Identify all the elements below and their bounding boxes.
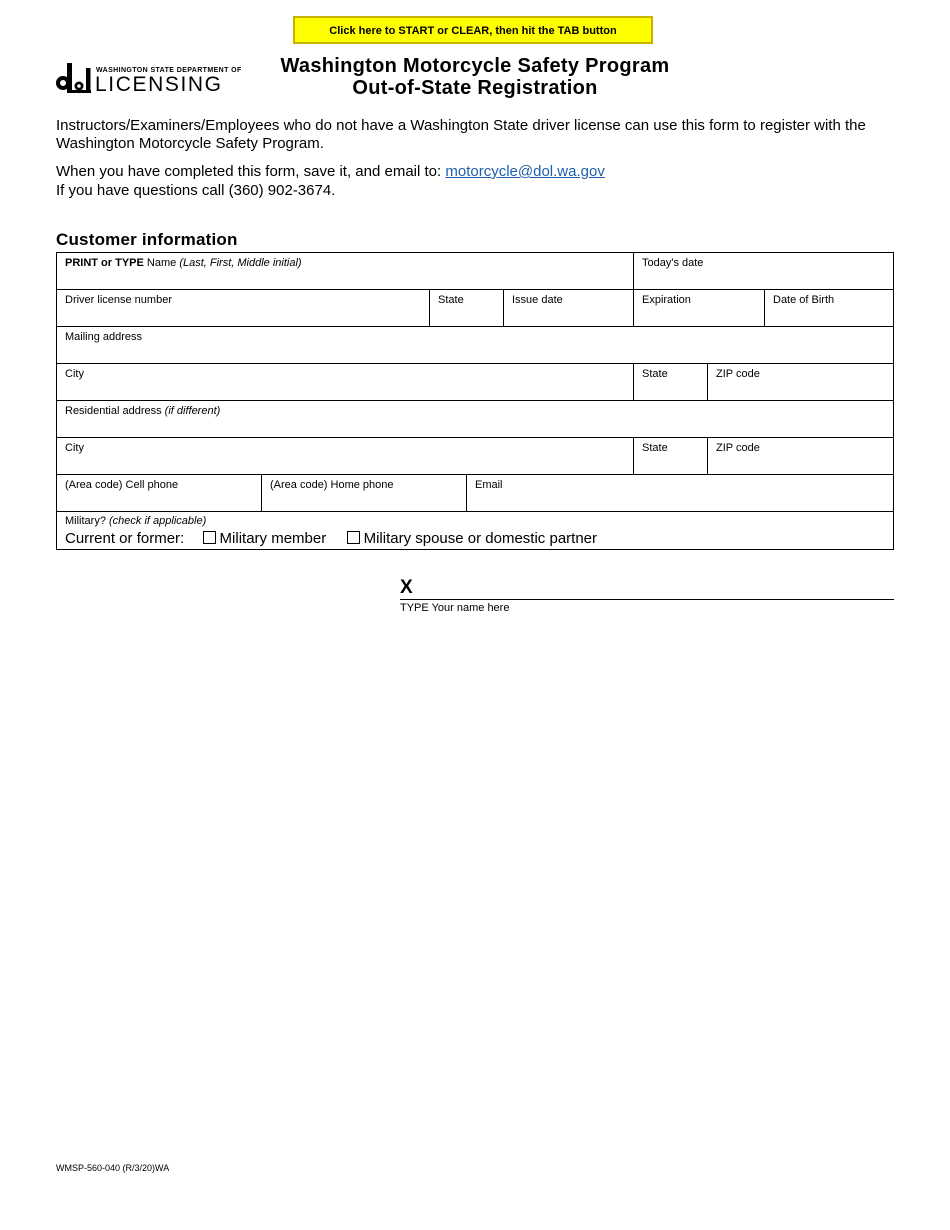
- mailing-state-field[interactable]: [634, 364, 708, 401]
- cell-phone-field[interactable]: [57, 475, 262, 512]
- mailing-city-label: City: [65, 368, 84, 380]
- driver-license-number-field[interactable]: [57, 290, 430, 327]
- home-phone-field[interactable]: [262, 475, 467, 512]
- residential-state-field[interactable]: [634, 438, 708, 475]
- signature-x-mark: X: [400, 577, 413, 598]
- email-field[interactable]: [467, 475, 893, 512]
- start-clear-button[interactable]: Click here to START or CLEAR, then hit the TAB button: [293, 16, 653, 44]
- section-title: Customer information: [56, 230, 238, 249]
- residential-address-field[interactable]: [57, 401, 893, 438]
- name-field[interactable]: [57, 253, 634, 290]
- residential-zip-field[interactable]: [708, 438, 893, 475]
- email-prefix: When you have completed this form, save it, and email to:: [56, 163, 446, 180]
- military-member-label: Military member: [219, 530, 327, 547]
- home-phone-label: (Area code) Home phone: [270, 479, 394, 491]
- date-of-birth-label: Date of Birth: [773, 294, 835, 306]
- logo-subtitle: WASHINGTON STATE DEPARTMENT OF: [96, 67, 242, 74]
- mailing-city-field[interactable]: [57, 364, 634, 401]
- cell-phone-label: (Area code) Cell phone: [65, 479, 179, 491]
- mailing-zip-field[interactable]: [708, 364, 893, 401]
- residential-state-label: State: [642, 442, 668, 454]
- logo-name: LICENSING: [95, 73, 223, 96]
- email-field-label: Email: [475, 479, 503, 491]
- current-or-former-label: Current or former:: [65, 530, 185, 547]
- issue-date-label: Issue date: [512, 294, 563, 306]
- todays-date-field[interactable]: [634, 253, 893, 290]
- expiration-label: Expiration: [642, 294, 691, 306]
- intro-paragraph: Instructors/Examiners/Employees who do not have a Washington State driver license can use this form to register with the Washington Motorcycle Safety Program.: [56, 117, 866, 152]
- signature-line[interactable]: [400, 599, 894, 600]
- name-field-bold-label: PRINT or TYPE: [65, 257, 144, 269]
- email-link[interactable]: motorcycle@dol.wa.gov: [445, 163, 605, 180]
- military-label-line: [65, 514, 885, 528]
- questions-text: If you have questions call (360) 902-3674.: [56, 182, 336, 199]
- issue-date-field[interactable]: [504, 290, 634, 327]
- mailing-address-label: Mailing address: [65, 331, 143, 343]
- residential-address-hint: (if different): [164, 405, 221, 417]
- military-label: Military?: [65, 515, 110, 527]
- license-state-field[interactable]: [430, 290, 504, 327]
- residential-city-field[interactable]: [57, 438, 634, 475]
- page-subtitle: Out-of-State Registration: [352, 77, 598, 99]
- military-hint: (check if applicable): [109, 515, 207, 527]
- military-member-checkbox[interactable]: [203, 531, 216, 544]
- date-of-birth-field[interactable]: [765, 290, 893, 327]
- signature-name-field[interactable]: TYPE Your name here: [400, 602, 510, 614]
- residential-address-label: Residential address: [65, 405, 165, 417]
- page-title: Washington Motorcycle Safety Program: [280, 55, 670, 77]
- dol-licensing-logo: [56, 61, 242, 96]
- driver-license-number-label: Driver license number: [65, 294, 172, 306]
- dol-logo-mark: [56, 61, 92, 95]
- military-spouse-label: Military spouse or domestic partner: [363, 530, 598, 547]
- mailing-zip-label: ZIP code: [716, 368, 760, 380]
- name-field-hint: (Last, First, Middle initial): [179, 257, 302, 269]
- military-spouse-checkbox[interactable]: [347, 531, 360, 544]
- residential-city-label: City: [65, 442, 84, 454]
- form-id: WMSP-560-040 (R/3/20)WA: [56, 1163, 170, 1173]
- mailing-state-label: State: [642, 368, 668, 380]
- license-state-label: State: [438, 294, 464, 306]
- military-options: [65, 530, 885, 548]
- expiration-field[interactable]: [634, 290, 765, 327]
- mailing-address-field[interactable]: [57, 327, 893, 364]
- name-field-label: Name: [143, 257, 180, 269]
- military-section: [57, 512, 893, 549]
- residential-zip-label: ZIP code: [716, 442, 760, 454]
- customer-info-form: [56, 252, 894, 550]
- todays-date-label: Today's date: [642, 257, 704, 269]
- email-instructions: [56, 163, 906, 181]
